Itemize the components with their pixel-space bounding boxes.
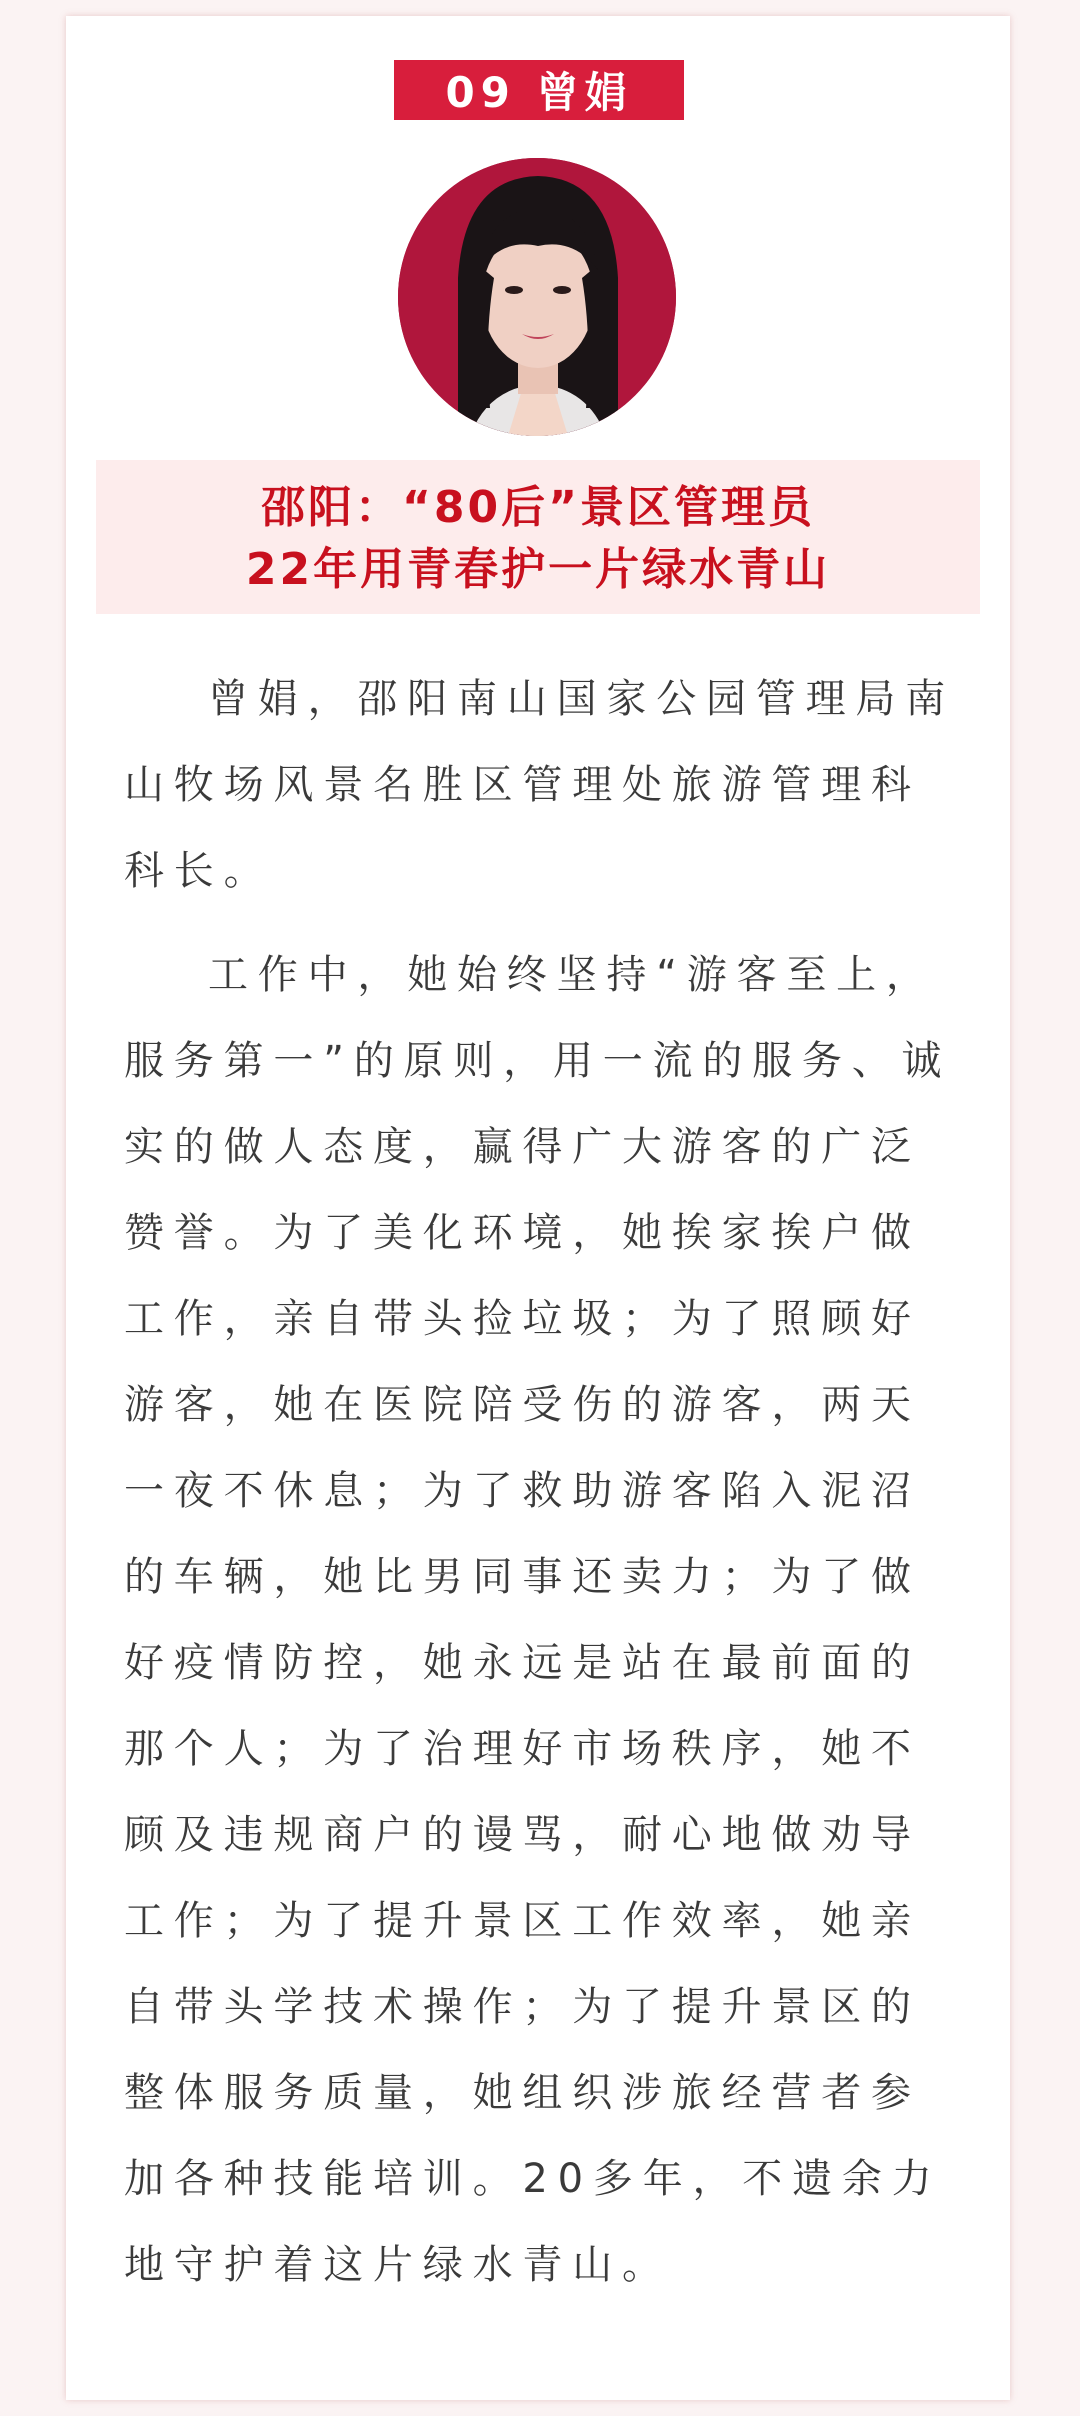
body-paragraph-1: 曾娟，邵阳南山国家公园管理局南山牧场风景名胜区管理处旅游管理科科长。 [124, 676, 955, 894]
body-paragraph-2: 工作中，她始终坚持“游客至上，服务第一”的原则，用一流的服务、诚实的做人态度，赢得广大游客的广泛赞誉。为了美化环境，她挨家挨户做工作，亲自带头捡垃圾；为了照顾好游客，她在医院陪受伤的游客，两天一夜不休息；为了救助游客陷入泥沼的车辆，她比男同事还卖力；为了做好疫情防控，她永远是站在最前面的那个人；为了治理好市场秩序，她不顾及违规商户的谩骂，耐心地做劝导工作；为了提升景区工作效率，她亲自带头学技术操作；为了提升景区的整体服务质量，她组织涉旅经营者参加各种技能培训。20多年，不遗余力地守护着这片绿水青山。 [124, 952, 952, 2288]
article-card [66, 16, 1010, 2400]
portrait-photo [398, 158, 676, 436]
number-name-badge: 09 曾娟 [394, 60, 684, 120]
portrait-illustration [398, 158, 676, 436]
headline-box [96, 460, 980, 614]
headline-line-1: 邵阳：“80后”景区管理员 [260, 482, 816, 533]
headline-line-2: 22年用青春护一片绿水青山 [245, 544, 831, 595]
